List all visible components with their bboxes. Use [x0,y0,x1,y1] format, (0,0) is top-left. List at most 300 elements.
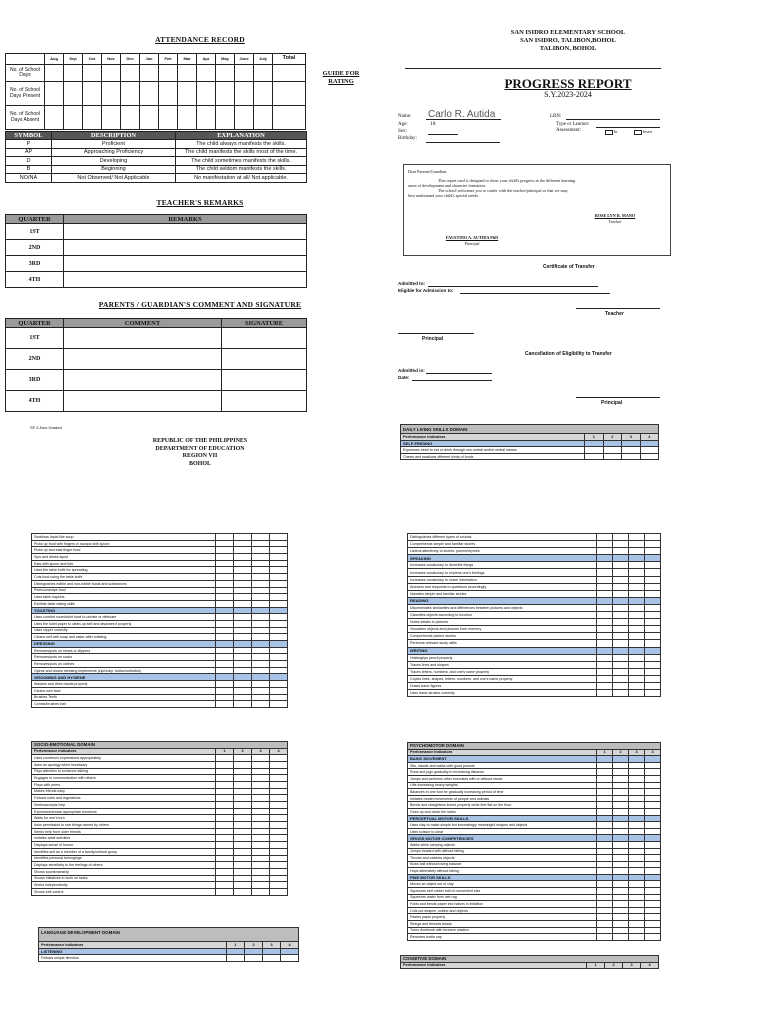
assessment-option-in[interactable]: In [605,129,617,135]
rating-cell[interactable] [629,604,645,611]
rating-cell[interactable] [216,667,234,674]
rating-cell[interactable] [234,848,252,855]
rating-cell[interactable] [613,690,629,697]
rating-cell[interactable] [597,769,613,776]
rating-cell[interactable] [216,822,234,829]
rating-cell[interactable] [645,633,661,640]
signature-cell[interactable] [222,391,307,412]
rating-cell[interactable] [252,835,270,842]
rating-cell[interactable] [613,848,629,855]
rating-cell[interactable] [252,694,270,701]
rating-cell[interactable] [613,675,629,682]
rating-cell[interactable] [234,547,252,554]
rating-cell[interactable] [234,667,252,674]
rating-cell[interactable] [270,775,288,782]
rating-cell[interactable] [613,808,629,815]
rating-cell[interactable] [613,775,629,782]
rating-cell[interactable] [216,761,234,768]
signature-cell[interactable] [222,349,307,370]
signature-cell[interactable] [222,328,307,349]
rating-cell[interactable] [216,547,234,554]
rating-cell[interactable] [234,835,252,842]
remarks-cell[interactable] [64,272,307,288]
rating-cell[interactable] [270,594,288,601]
rating-cell[interactable] [216,594,234,601]
rating-cell[interactable] [645,848,661,855]
rating-cell[interactable] [234,594,252,601]
rating-cell[interactable] [270,755,288,762]
rating-cell[interactable] [234,775,252,782]
rating-cell[interactable] [645,769,661,776]
rating-cell[interactable] [629,633,645,640]
rating-cell[interactable] [597,914,613,921]
rating-cell[interactable] [252,815,270,822]
rating-cell[interactable] [252,647,270,654]
rating-cell[interactable] [645,775,661,782]
rating-cell[interactable] [613,894,629,901]
rating-cell[interactable] [234,580,252,587]
rating-cell[interactable] [234,560,252,567]
rating-cell[interactable] [645,894,661,901]
rating-cell[interactable] [597,802,613,809]
rating-cell[interactable] [216,755,234,762]
rating-cell[interactable] [645,841,661,848]
rating-cell[interactable] [270,600,288,607]
rating-cell[interactable] [234,842,252,849]
rating-cell[interactable] [252,687,270,694]
rating-cell[interactable] [629,808,645,815]
rating-cell[interactable] [629,682,645,689]
rating-cell[interactable] [234,647,252,654]
rating-cell[interactable] [613,541,629,548]
rating-cell[interactable] [645,855,661,862]
rating-cell[interactable] [629,548,645,555]
rating-cell[interactable] [252,681,270,688]
rating-cell[interactable] [629,626,645,633]
rating-cell[interactable] [613,583,629,590]
rating-cell[interactable] [234,654,252,661]
rating-cell[interactable] [645,868,661,875]
rating-cell[interactable] [613,640,629,647]
rating-cell[interactable] [252,594,270,601]
rating-cell[interactable] [613,822,629,829]
rating-cell[interactable] [597,583,613,590]
rating-cell[interactable] [613,907,629,914]
rating-cell[interactable] [234,828,252,835]
rating-cell[interactable] [252,580,270,587]
rating-cell[interactable] [252,761,270,768]
rating-cell[interactable] [645,795,661,802]
rating-cell[interactable] [645,661,661,668]
rating-cell[interactable] [645,548,661,555]
rating-cell[interactable] [252,540,270,547]
rating-cell[interactable] [234,802,252,809]
rating-cell[interactable] [629,769,645,776]
rating-cell[interactable] [629,861,645,868]
rating-cell[interactable] [252,882,270,889]
rating-cell[interactable] [270,788,288,795]
rating-cell[interactable] [613,861,629,868]
rating-cell[interactable] [234,882,252,889]
rating-cell[interactable] [613,789,629,796]
rating-cell[interactable] [252,614,270,621]
rating-cell[interactable] [645,569,661,576]
rating-cell[interactable] [270,842,288,849]
rating-cell[interactable] [216,614,234,621]
rating-cell[interactable] [645,822,661,829]
rating-cell[interactable] [252,755,270,762]
rating-cell[interactable] [252,808,270,815]
rating-cell[interactable] [597,789,613,796]
rating-cell[interactable] [270,634,288,641]
rating-cell[interactable] [270,802,288,809]
rating-cell[interactable] [613,612,629,619]
rating-cell[interactable] [216,802,234,809]
rating-cell[interactable] [597,548,613,555]
rating-cell[interactable] [252,701,270,708]
rating-cell[interactable] [216,661,234,668]
rating-cell[interactable] [629,789,645,796]
rating-cell[interactable] [252,781,270,788]
rating-cell[interactable] [645,590,661,597]
rating-cell[interactable] [629,841,645,848]
rating-cell[interactable] [613,562,629,569]
rating-cell[interactable] [234,540,252,547]
rating-cell[interactable] [613,901,629,908]
rating-cell[interactable] [216,654,234,661]
rating-cell[interactable] [613,668,629,675]
rating-cell[interactable] [270,667,288,674]
rating-cell[interactable] [270,540,288,547]
rating-cell[interactable] [216,888,234,895]
rating-cell[interactable] [270,855,288,862]
rating-cell[interactable] [234,755,252,762]
rating-cell[interactable] [613,619,629,626]
rating-cell[interactable] [216,855,234,862]
rating-cell[interactable] [270,547,288,554]
rating-cell[interactable] [234,768,252,775]
rating-cell[interactable] [613,868,629,875]
rating-cell[interactable] [234,888,252,895]
rating-cell[interactable] [645,901,661,908]
rating-cell[interactable] [216,815,234,822]
rating-cell[interactable] [613,795,629,802]
rating-cell[interactable] [645,626,661,633]
rating-cell[interactable] [645,534,661,541]
rating-cell[interactable] [234,620,252,627]
rating-cell[interactable] [234,687,252,694]
rating-cell[interactable] [234,627,252,634]
rating-cell[interactable] [216,775,234,782]
rating-cell[interactable] [270,848,288,855]
rating-cell[interactable] [270,620,288,627]
rating-cell[interactable] [597,907,613,914]
rating-cell[interactable] [270,647,288,654]
rating-cell[interactable] [597,640,613,647]
rating-cell[interactable] [645,654,661,661]
rating-cell[interactable] [270,882,288,889]
rating-cell[interactable] [613,888,629,895]
rating-cell[interactable] [645,619,661,626]
rating-cell[interactable] [216,647,234,654]
rating-cell[interactable] [645,782,661,789]
rating-cell[interactable] [270,694,288,701]
remarks-cell[interactable] [64,256,307,272]
rating-cell[interactable] [613,661,629,668]
rating-cell[interactable] [645,675,661,682]
rating-cell[interactable] [613,633,629,640]
rating-cell[interactable] [252,888,270,895]
rating-cell[interactable] [597,569,613,576]
rating-cell[interactable] [216,694,234,701]
rating-cell[interactable] [270,701,288,708]
rating-cell[interactable] [216,768,234,775]
rating-cell[interactable] [252,822,270,829]
rating-cell[interactable] [216,627,234,634]
rating-cell[interactable] [629,690,645,697]
rating-cell[interactable] [270,574,288,581]
rating-cell[interactable] [234,567,252,574]
rating-cell[interactable] [270,661,288,668]
rating-cell[interactable] [613,934,629,941]
rating-cell[interactable] [613,802,629,809]
rating-cell[interactable] [216,560,234,567]
rating-cell[interactable] [270,654,288,661]
rating-cell[interactable] [252,634,270,641]
rating-cell[interactable] [629,534,645,541]
assessment-option-insert[interactable]: Insert [634,129,652,135]
rating-cell[interactable] [645,828,661,835]
rating-cell[interactable] [252,855,270,862]
rating-cell[interactable] [597,861,613,868]
rating-cell[interactable] [613,534,629,541]
rating-cell[interactable] [613,626,629,633]
rating-cell[interactable] [597,576,613,583]
rating-cell[interactable] [629,562,645,569]
rating-cell[interactable] [216,781,234,788]
signature-cell[interactable] [222,370,307,391]
rating-cell[interactable] [629,576,645,583]
rating-cell[interactable] [645,934,661,941]
rating-cell[interactable] [216,587,234,594]
rating-cell[interactable] [216,835,234,842]
rating-cell[interactable] [645,789,661,796]
rating-cell[interactable] [597,562,613,569]
rating-cell[interactable] [216,540,234,547]
rating-cell[interactable] [597,934,613,941]
rating-cell[interactable] [597,604,613,611]
rating-cell[interactable] [252,788,270,795]
rating-cell[interactable] [613,841,629,848]
rating-cell[interactable] [270,627,288,634]
rating-cell[interactable] [613,927,629,934]
rating-cell[interactable] [270,580,288,587]
rating-cell[interactable] [252,795,270,802]
rating-cell[interactable] [252,620,270,627]
rating-cell[interactable] [645,640,661,647]
rating-cell[interactable] [645,888,661,895]
rating-cell[interactable] [597,619,613,626]
rating-cell[interactable] [645,881,661,888]
rating-cell[interactable] [597,841,613,848]
rating-cell[interactable] [216,828,234,835]
rating-cell[interactable] [216,534,234,541]
rating-cell[interactable] [629,914,645,921]
rating-cell[interactable] [629,802,645,809]
rating-cell[interactable] [216,620,234,627]
rating-cell[interactable] [629,590,645,597]
rating-cell[interactable] [613,604,629,611]
rating-cell[interactable] [645,921,661,928]
rating-cell[interactable] [597,868,613,875]
rating-cell[interactable] [234,600,252,607]
rating-cell[interactable] [629,868,645,875]
rating-cell[interactable] [629,901,645,908]
rating-cell[interactable] [629,795,645,802]
rating-cell[interactable] [252,842,270,849]
rating-cell[interactable] [613,769,629,776]
rating-cell[interactable] [234,587,252,594]
comment-cell[interactable] [64,391,222,412]
rating-cell[interactable] [597,808,613,815]
rating-cell[interactable] [270,567,288,574]
rating-cell[interactable] [597,590,613,597]
rating-cell[interactable] [597,822,613,829]
rating-cell[interactable] [234,761,252,768]
rating-cell[interactable] [597,795,613,802]
rating-cell[interactable] [252,560,270,567]
rating-cell[interactable] [613,682,629,689]
rating-cell[interactable] [234,868,252,875]
rating-cell[interactable] [216,875,234,882]
rating-cell[interactable] [597,888,613,895]
rating-cell[interactable] [270,875,288,882]
rating-cell[interactable] [270,761,288,768]
rating-cell[interactable] [234,681,252,688]
rating-cell[interactable] [645,604,661,611]
rating-cell[interactable] [252,534,270,541]
rating-cell[interactable] [645,927,661,934]
rating-cell[interactable] [252,547,270,554]
rating-cell[interactable] [629,583,645,590]
rating-cell[interactable] [270,781,288,788]
rating-cell[interactable] [597,855,613,862]
rating-cell[interactable] [613,569,629,576]
rating-cell[interactable] [270,534,288,541]
rating-cell[interactable] [270,681,288,688]
rating-cell[interactable] [234,795,252,802]
comment-cell[interactable] [64,328,222,349]
rating-cell[interactable] [597,881,613,888]
rating-cell[interactable] [270,795,288,802]
rating-cell[interactable] [216,580,234,587]
rating-cell[interactable] [252,587,270,594]
rating-cell[interactable] [234,554,252,561]
rating-cell[interactable] [270,768,288,775]
rating-cell[interactable] [629,640,645,647]
rating-cell[interactable] [597,626,613,633]
rating-cell[interactable] [270,614,288,621]
rating-cell[interactable] [252,875,270,882]
rating-cell[interactable] [216,687,234,694]
rating-cell[interactable] [252,802,270,809]
rating-cell[interactable] [216,600,234,607]
rating-cell[interactable] [629,762,645,769]
rating-cell[interactable] [629,921,645,928]
rating-cell[interactable] [234,822,252,829]
rating-cell[interactable] [597,612,613,619]
rating-cell[interactable] [252,848,270,855]
rating-cell[interactable] [252,654,270,661]
rating-cell[interactable] [234,855,252,862]
rating-cell[interactable] [597,690,613,697]
rating-cell[interactable] [629,934,645,941]
rating-cell[interactable] [216,848,234,855]
rating-cell[interactable] [270,828,288,835]
rating-cell[interactable] [270,687,288,694]
rating-cell[interactable] [613,828,629,835]
rating-cell[interactable] [597,534,613,541]
rating-cell[interactable] [216,554,234,561]
rating-cell[interactable] [234,694,252,701]
rating-cell[interactable] [597,762,613,769]
rating-cell[interactable] [216,842,234,849]
rating-cell[interactable] [597,775,613,782]
rating-cell[interactable] [645,682,661,689]
rating-cell[interactable] [252,775,270,782]
rating-cell[interactable] [252,600,270,607]
rating-cell[interactable] [629,775,645,782]
rating-cell[interactable] [216,634,234,641]
rating-cell[interactable] [629,569,645,576]
comment-cell[interactable] [64,349,222,370]
rating-cell[interactable] [597,921,613,928]
rating-cell[interactable] [597,654,613,661]
rating-cell[interactable] [234,574,252,581]
rating-cell[interactable] [270,815,288,822]
rating-cell[interactable] [645,690,661,697]
rating-cell[interactable] [252,574,270,581]
rating-cell[interactable] [252,661,270,668]
rating-cell[interactable] [597,675,613,682]
rating-cell[interactable] [270,587,288,594]
rating-cell[interactable] [645,914,661,921]
rating-cell[interactable] [613,855,629,862]
rating-cell[interactable] [216,788,234,795]
rating-cell[interactable] [216,701,234,708]
rating-cell[interactable] [629,675,645,682]
rating-cell[interactable] [234,701,252,708]
rating-cell[interactable] [252,828,270,835]
rating-cell[interactable] [234,534,252,541]
rating-cell[interactable] [597,541,613,548]
rating-cell[interactable] [234,614,252,621]
remarks-cell[interactable] [64,240,307,256]
rating-cell[interactable] [613,921,629,928]
rating-cell[interactable] [629,848,645,855]
rating-cell[interactable] [597,894,613,901]
rating-cell[interactable] [270,835,288,842]
rating-cell[interactable] [597,927,613,934]
rating-cell[interactable] [613,914,629,921]
rating-cell[interactable] [597,828,613,835]
rating-cell[interactable] [216,567,234,574]
rating-cell[interactable] [270,808,288,815]
rating-cell[interactable] [270,822,288,829]
rating-cell[interactable] [645,668,661,675]
rating-cell[interactable] [629,828,645,835]
rating-cell[interactable] [252,554,270,561]
